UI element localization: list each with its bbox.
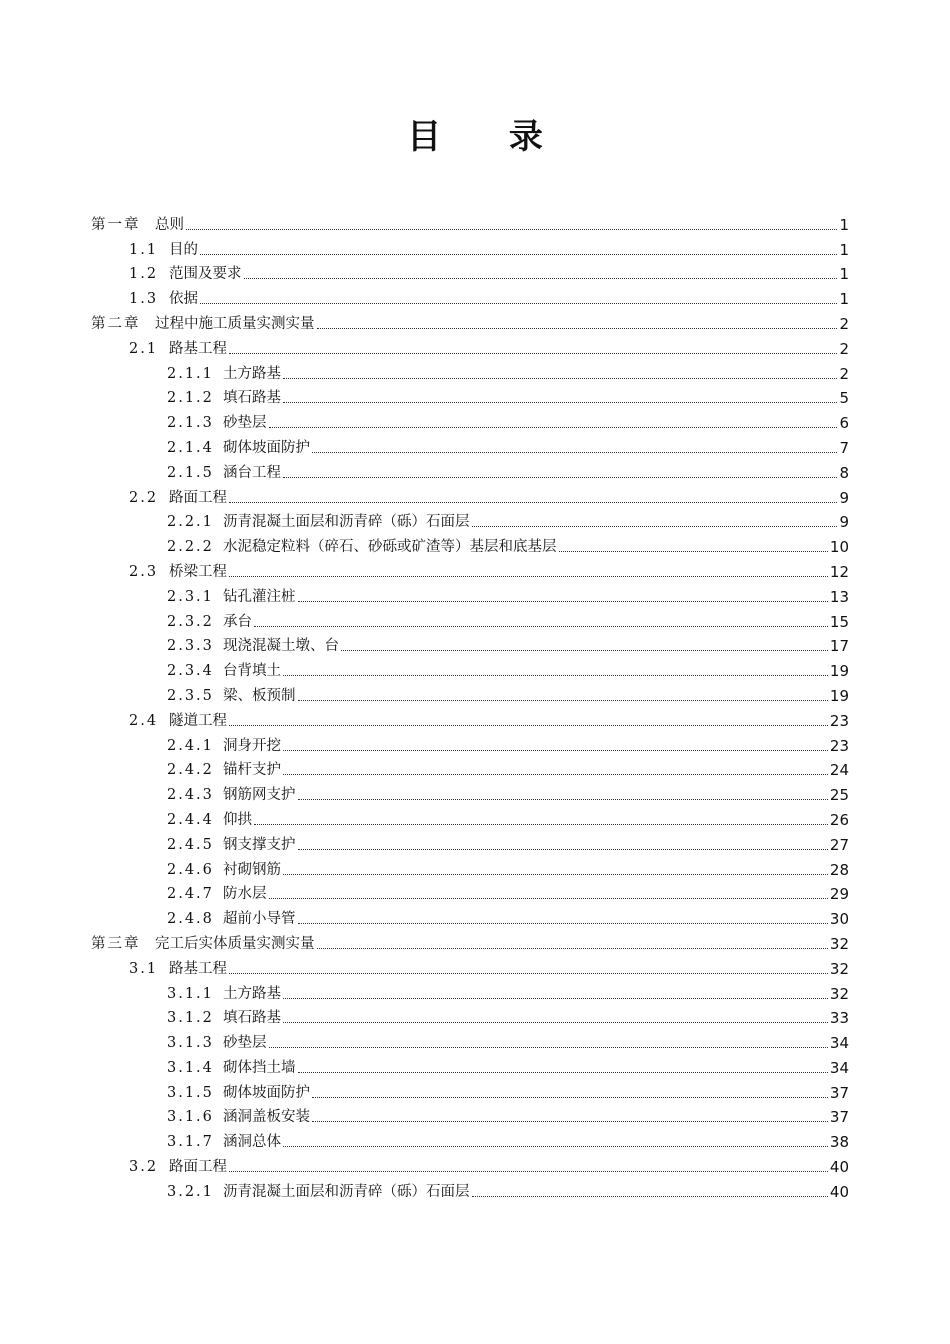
toc-entry-page-number: 34 xyxy=(829,1034,849,1053)
toc-entry[interactable] xyxy=(0,804,849,829)
toc-entry-page-number: 1 xyxy=(839,215,849,234)
toc-entry-title: 填石路基 xyxy=(223,1010,281,1027)
toc-entry[interactable] xyxy=(0,308,849,333)
toc-entry-page-number: 2 xyxy=(839,314,849,333)
toc-entry[interactable] xyxy=(0,1027,849,1052)
dot-leader xyxy=(283,774,828,775)
toc-entry-number: 2.2.2 xyxy=(167,539,214,556)
dot-leader xyxy=(254,824,828,825)
dot-leader xyxy=(298,1072,828,1073)
toc-entry-page-number: 32 xyxy=(829,934,849,953)
toc-entry[interactable] xyxy=(0,631,849,656)
toc-entry-page-number: 23 xyxy=(829,736,849,755)
toc-entry[interactable] xyxy=(0,879,849,904)
dot-leader xyxy=(200,254,837,255)
page-title: 目 录 xyxy=(407,117,571,157)
toc-entry-page-number: 9 xyxy=(839,488,849,507)
toc-entry[interactable] xyxy=(0,730,849,755)
toc-entry-number: 2.4.1 xyxy=(167,737,214,754)
toc-entry-number: 2.3.1 xyxy=(167,588,214,605)
toc-entry-title: 沥青混凝土面层和沥青碎（砾）石面层 xyxy=(223,1183,470,1200)
toc-entry-page-number: 32 xyxy=(829,959,849,978)
toc-entry-title: 水泥稳定粒料（碎石、砂砾或矿渣等）基层和底基层 xyxy=(223,539,557,556)
toc-entry-title: 钢支撑支护 xyxy=(223,836,296,853)
toc-entry-number: 2.1.5 xyxy=(167,464,214,481)
toc-entry-page-number: 28 xyxy=(829,860,849,879)
toc-entry[interactable] xyxy=(0,259,849,284)
toc-entry-number: 3.1.2 xyxy=(167,1010,214,1027)
toc-entry-title: 过程中施工质量实测实量 xyxy=(155,315,315,332)
toc-entry[interactable] xyxy=(0,606,849,631)
toc-entry-title: 钻孔灌注桩 xyxy=(223,588,296,605)
dot-leader xyxy=(559,551,828,552)
toc-entry-number: 2.3.4 xyxy=(167,663,214,680)
toc-entry[interactable] xyxy=(0,1151,849,1176)
toc-entry-page-number: 17 xyxy=(829,637,849,656)
dot-leader xyxy=(298,799,828,800)
toc-entry-number: 2.4.3 xyxy=(167,787,214,804)
toc-entry-page-number: 34 xyxy=(829,1058,849,1077)
dot-leader xyxy=(229,576,828,577)
toc-entry-title: 防水层 xyxy=(223,886,267,903)
toc-entry-title: 目的 xyxy=(169,241,198,258)
toc-entry-title: 填石路基 xyxy=(223,390,281,407)
toc-entry-number: 3.1.5 xyxy=(167,1084,214,1101)
dot-leader xyxy=(254,626,828,627)
toc-entry-title: 涵洞总体 xyxy=(223,1134,281,1151)
toc-entry-title: 范围及要求 xyxy=(169,266,242,283)
toc-entry-title: 路面工程 xyxy=(169,1159,227,1176)
dot-leader xyxy=(312,1121,828,1122)
toc-entry-page-number: 12 xyxy=(829,562,849,581)
toc-entry-number: 2.4.5 xyxy=(167,836,214,853)
toc-entry-page-number: 40 xyxy=(829,1182,849,1201)
toc-entry-title: 隧道工程 xyxy=(169,712,227,729)
toc-entry-page-number: 23 xyxy=(829,711,849,730)
toc-entry[interactable] xyxy=(0,507,849,532)
dot-leader xyxy=(298,700,828,701)
toc-entry-title: 梁、板预制 xyxy=(223,687,296,704)
dot-leader xyxy=(229,725,828,726)
dot-leader xyxy=(298,849,828,850)
toc-entry-title: 锚杆支护 xyxy=(223,762,281,779)
dot-leader xyxy=(312,1097,828,1098)
dot-leader xyxy=(229,502,837,503)
toc-entry[interactable] xyxy=(0,234,849,259)
toc-entry-number: 2.1.4 xyxy=(167,439,214,456)
toc-entry-number: 2.2 xyxy=(129,489,159,506)
dot-leader xyxy=(317,948,828,949)
toc-entry[interactable] xyxy=(0,333,849,358)
dot-leader xyxy=(341,650,828,651)
toc-entry-number: 1.3 xyxy=(129,291,159,308)
toc-entry-page-number: 5 xyxy=(839,389,849,408)
toc-entry[interactable] xyxy=(0,358,849,383)
toc-entry-number: 3.1.6 xyxy=(167,1109,214,1126)
dot-leader xyxy=(229,1171,828,1172)
toc-entry-page-number: 24 xyxy=(829,761,849,780)
toc-entry-title: 完工后实体质量实测实量 xyxy=(155,935,315,952)
toc-entry-number: 2.1.3 xyxy=(167,415,214,432)
toc-entry[interactable] xyxy=(0,1077,849,1102)
toc-entry-page-number: 27 xyxy=(829,835,849,854)
toc-entry-number: 2.4 xyxy=(129,712,159,729)
toc-entry[interactable] xyxy=(0,432,849,457)
toc-entry-title: 路面工程 xyxy=(169,489,227,506)
toc-entry-page-number: 37 xyxy=(829,1108,849,1127)
dot-leader xyxy=(298,601,828,602)
toc-entry-number: 1.1 xyxy=(129,241,159,258)
toc-entry-number: 2.4.8 xyxy=(167,911,214,928)
dot-leader xyxy=(283,1022,828,1023)
toc-entry-page-number: 40 xyxy=(829,1158,849,1177)
toc-entry-page-number: 19 xyxy=(829,686,849,705)
toc-entry-page-number: 15 xyxy=(829,612,849,631)
dot-leader xyxy=(244,278,838,279)
toc-entry[interactable] xyxy=(0,407,849,432)
toc-entry-number: 2.1.2 xyxy=(167,390,214,407)
toc-entry[interactable] xyxy=(0,854,849,879)
toc-entry-page-number: 19 xyxy=(829,662,849,681)
toc-entry-title: 钢筋网支护 xyxy=(223,787,296,804)
toc-entry-title: 砌体挡土墙 xyxy=(223,1059,296,1076)
toc-entry[interactable] xyxy=(0,953,849,978)
dot-leader xyxy=(283,675,828,676)
toc-entry[interactable] xyxy=(0,1126,849,1151)
toc-entry-page-number: 1 xyxy=(839,290,849,309)
toc-entry-number: 3.1 xyxy=(129,960,159,977)
dot-leader xyxy=(229,353,837,354)
toc-entry[interactable] xyxy=(0,283,849,308)
toc-entry-page-number: 33 xyxy=(829,1009,849,1028)
toc-entry[interactable] xyxy=(0,531,849,556)
toc-entry[interactable] xyxy=(0,1176,849,1201)
toc-entry-number: 2.4.6 xyxy=(167,861,214,878)
toc-entry-title: 砂垫层 xyxy=(223,1035,267,1052)
dot-leader xyxy=(283,1146,828,1147)
toc-entry-title: 路基工程 xyxy=(169,960,227,977)
dot-leader xyxy=(283,750,828,751)
dot-leader xyxy=(472,526,838,527)
toc-entry-number: 2.1.1 xyxy=(167,365,214,382)
toc-entry[interactable] xyxy=(0,655,849,680)
toc-entry[interactable] xyxy=(0,928,849,953)
toc-entry-page-number: 9 xyxy=(839,513,849,532)
dot-leader xyxy=(312,452,837,453)
toc-entry-title: 衬砌钢筋 xyxy=(223,861,281,878)
toc-entry[interactable] xyxy=(0,680,849,705)
toc-entry-number: 2.3.3 xyxy=(167,638,214,655)
toc-entry-page-number: 10 xyxy=(829,538,849,557)
toc-entry-page-number: 38 xyxy=(829,1133,849,1152)
dot-leader xyxy=(283,998,828,999)
toc-entry-title: 土方路基 xyxy=(223,365,281,382)
dot-leader xyxy=(283,874,828,875)
toc-entry-page-number: 30 xyxy=(829,910,849,929)
toc-entry[interactable] xyxy=(0,1003,849,1028)
toc-entry[interactable] xyxy=(0,1102,849,1127)
toc-entry-number: 第二章 xyxy=(91,315,141,332)
toc-entry-page-number: 26 xyxy=(829,810,849,829)
toc-entry-title: 仰拱 xyxy=(223,811,252,828)
toc-entry-page-number: 2 xyxy=(839,339,849,358)
toc-entry-page-number: 1 xyxy=(839,265,849,284)
toc-entry-number: 2.4.4 xyxy=(167,811,214,828)
toc-entry[interactable] xyxy=(0,829,849,854)
toc-entry-title: 砂垫层 xyxy=(223,415,267,432)
dot-leader xyxy=(298,923,828,924)
toc-entry-title: 砌体坡面防护 xyxy=(223,1084,310,1101)
toc-entry-title: 沥青混凝土面层和沥青碎（砾）石面层 xyxy=(223,514,470,531)
toc-entry[interactable] xyxy=(0,209,849,234)
dot-leader xyxy=(186,229,837,230)
toc-entry-page-number: 1 xyxy=(839,240,849,259)
toc-entry-title: 土方路基 xyxy=(223,985,281,1002)
toc-entry-number: 3.1.1 xyxy=(167,985,214,1002)
toc-entry-number: 第三章 xyxy=(91,935,141,952)
toc-entry-number: 3.1.4 xyxy=(167,1059,214,1076)
toc-entry-title: 涵台工程 xyxy=(223,464,281,481)
toc-entry[interactable] xyxy=(0,581,849,606)
toc-entry-page-number: 2 xyxy=(839,364,849,383)
toc-entry[interactable] xyxy=(0,705,849,730)
toc-entry-number: 3.2 xyxy=(129,1159,159,1176)
toc-entry-number: 1.2 xyxy=(129,266,159,283)
toc-entry-title: 依据 xyxy=(169,291,198,308)
dot-leader xyxy=(200,303,837,304)
toc-entry-number: 3.1.3 xyxy=(167,1035,214,1052)
toc-entry-page-number: 29 xyxy=(829,885,849,904)
toc-entry-number: 3.1.7 xyxy=(167,1134,214,1151)
toc-entry[interactable] xyxy=(0,978,849,1003)
toc-entry-number: 2.3 xyxy=(129,563,159,580)
dot-leader xyxy=(269,898,828,899)
toc-entry-number: 2.2.1 xyxy=(167,514,214,531)
toc-entry-number: 2.4.7 xyxy=(167,886,214,903)
toc-entry-title: 涵洞盖板安装 xyxy=(223,1109,310,1126)
toc-entry[interactable] xyxy=(0,383,849,408)
dot-leader xyxy=(229,973,828,974)
toc-entry-page-number: 6 xyxy=(839,414,849,433)
toc-entry-title: 洞身开挖 xyxy=(223,737,281,754)
toc-entry[interactable] xyxy=(0,779,849,804)
dot-leader xyxy=(269,1047,828,1048)
toc-entry-title: 超前小导管 xyxy=(223,911,296,928)
dot-leader xyxy=(283,378,837,379)
toc-entry[interactable] xyxy=(0,1052,849,1077)
toc-entry-page-number: 25 xyxy=(829,786,849,805)
toc-entry-title: 路基工程 xyxy=(169,340,227,357)
dot-leader xyxy=(283,402,837,403)
toc-entry-number: 第一章 xyxy=(91,216,141,233)
toc-entry-number: 2.4.2 xyxy=(167,762,214,779)
toc-entry-page-number: 13 xyxy=(829,587,849,606)
toc-entry-title: 承台 xyxy=(223,613,252,630)
toc-entry[interactable] xyxy=(0,457,849,482)
toc-entry[interactable] xyxy=(0,903,849,928)
toc-entry[interactable] xyxy=(0,755,849,780)
toc-entry-number: 2.1 xyxy=(129,340,159,357)
toc-entry-title: 总则 xyxy=(155,216,184,233)
toc-entry-title: 台背填土 xyxy=(223,663,281,680)
toc-entry-number: 3.2.1 xyxy=(167,1183,214,1200)
toc-entry-title: 桥梁工程 xyxy=(169,563,227,580)
toc-entry[interactable] xyxy=(0,482,849,507)
toc-entry-number: 2.3.2 xyxy=(167,613,214,630)
toc-entry-title: 砌体坡面防护 xyxy=(223,439,310,456)
toc-entry-page-number: 37 xyxy=(829,1083,849,1102)
toc-entry-number: 2.3.5 xyxy=(167,687,214,704)
toc-entry-page-number: 7 xyxy=(839,438,849,457)
toc-entry-title: 现浇混凝土墩、台 xyxy=(223,638,339,655)
dot-leader xyxy=(472,1196,828,1197)
dot-leader xyxy=(283,477,837,478)
dot-leader xyxy=(269,427,838,428)
toc-entry-page-number: 32 xyxy=(829,984,849,1003)
table-of-contents xyxy=(0,209,950,1201)
toc-entry[interactable] xyxy=(0,556,849,581)
toc-entry-page-number: 8 xyxy=(839,463,849,482)
dot-leader xyxy=(317,328,838,329)
